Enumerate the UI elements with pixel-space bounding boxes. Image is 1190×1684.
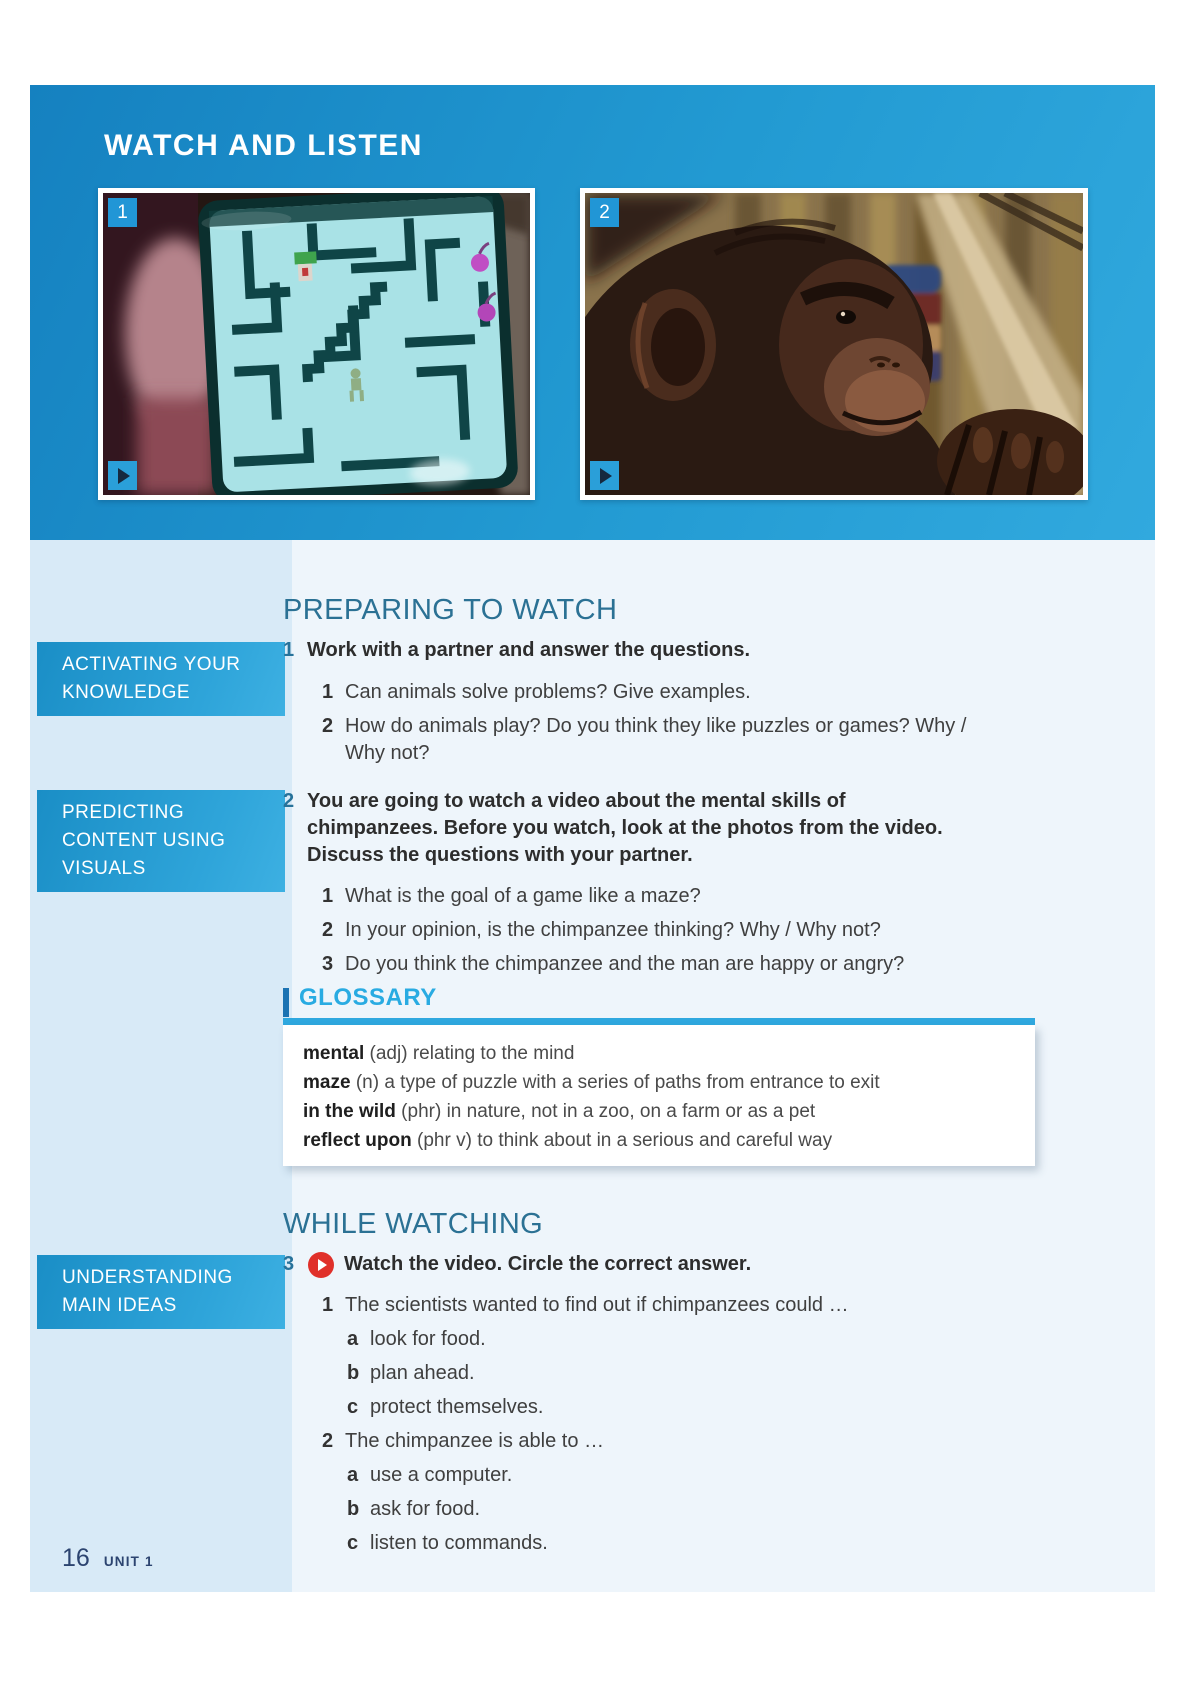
glossary-term: maze [303,1072,351,1093]
question-text: Can animals solve problems? Give examples. [345,681,751,703]
chimpanzee-photo [585,193,1083,495]
question-row [322,917,970,944]
glossary-entry [303,1039,1015,1068]
video-thumbnail-chimpanzee[interactable] [580,188,1088,500]
glossary-pos: (n) [355,1072,380,1093]
photo-number-badge: 1 [108,198,137,227]
exercise-instruction: You are going to watch a video about the mental skills of chimpanzees. Before you watch, look at the photos from the video. Discuss the questions with your partner. [307,790,943,866]
question-row [322,1292,970,1319]
watch-and-listen-banner [30,85,1155,540]
glossary-accent-bar [283,988,289,1017]
banner-title: WATCH AND LISTEN [104,129,423,162]
exercise-instruction: Watch the video. Circle the correct answer. [344,1253,752,1275]
option-row [347,1462,970,1489]
option-row [347,1394,970,1421]
option-text: use a computer. [370,1464,513,1486]
option-letter: b [347,1362,360,1384]
question-number: 1 [322,681,334,703]
play-triangle-icon [318,1259,327,1271]
option-text: listen to commands. [370,1532,548,1554]
option-text: protect themselves. [370,1396,544,1418]
option-letter: c [347,1532,359,1554]
question-text: In your opinion, is the chimpanzee thinking? Why / Why not? [345,919,881,941]
question-number: 3 [322,953,334,975]
question-number: 1 [322,1294,334,1316]
page-footer [62,1544,154,1573]
sidebar-label-activating-knowledge: ACTIVATING YOUR KNOWLEDGE [37,642,285,716]
exercise-instruction: Work with a partner and answer the questions. [307,639,751,661]
question-text: The chimpanzee is able to … [345,1430,605,1452]
page-number: 16 [62,1544,90,1572]
play-button[interactable] [108,461,137,490]
question-text: Do you think the chimpanzee and the man are happy or angry? [345,953,905,975]
section-heading-preparing: PREPARING TO WATCH [283,594,618,626]
sidebar-label-understanding-main-ideas: UNDERSTANDING MAIN IDEAS [37,1255,285,1329]
maze-photo [103,193,530,495]
photo-number-badge: 2 [590,198,619,227]
question-text: How do animals play? Do you think they like puzzles or games? Why / Why not? [345,715,967,764]
exercise-number: 2 [283,790,295,812]
play-triangle-icon [600,468,612,484]
glossary-entry [303,1068,1015,1097]
question-text: The scientists wanted to find out if chimpanzees could … [345,1294,849,1316]
glossary-heading [283,984,437,1012]
exercise-number: 3 [283,1253,295,1275]
option-letter: a [347,1328,359,1350]
glossary-pos: (phr v) [417,1130,472,1151]
glossary-term: reflect upon [303,1130,412,1151]
option-text: ask for food. [370,1498,481,1520]
glossary-definition: relating to the mind [412,1043,575,1064]
glossary-title: GLOSSARY [299,984,437,1011]
chimpanzee-illustration [585,193,1083,495]
sidebar-label-predicting-content: PREDICTING CONTENT USING VISUALS [37,790,285,892]
option-text: look for food. [370,1328,486,1350]
glossary-definition: in nature, not in a zoo, on a farm or as a pet [446,1101,816,1122]
unit-label: UNIT 1 [103,1554,154,1569]
glossary-rule [283,1018,1035,1025]
section-heading-while-watching: WHILE WATCHING [283,1208,544,1240]
glossary-definition: to think about in a serious and careful way [477,1130,833,1151]
question-row [322,713,970,767]
option-row [347,1326,970,1353]
glossary-term: mental [303,1043,365,1064]
glossary-pos: (adj) [369,1043,408,1064]
play-triangle-icon [118,468,130,484]
maze-illustration [103,193,530,495]
question-row [322,883,970,910]
exercise-number: 1 [283,639,295,661]
video-thumbnail-maze[interactable] [98,188,535,500]
option-text: plan ahead. [370,1362,475,1384]
glossary-entry [303,1097,1015,1126]
option-letter: b [347,1498,360,1520]
glossary-definition: a type of puzzle with a series of paths from entrance to exit [384,1072,880,1093]
question-row [322,1428,970,1455]
option-letter: c [347,1396,359,1418]
exercise-3 [283,1251,970,1557]
question-number: 2 [322,715,334,737]
video-play-icon [308,1252,334,1278]
question-number: 2 [322,919,334,941]
glossary-term: in the wild [303,1101,396,1122]
exercise-1 [283,637,970,767]
glossary-box [283,1025,1035,1166]
question-text: What is the goal of a game like a maze? [345,885,701,907]
glossary-pos: (phr) [401,1101,442,1122]
option-row [347,1496,970,1523]
question-number: 2 [322,1430,334,1452]
option-row [347,1360,970,1387]
play-button[interactable] [590,461,619,490]
glossary-entry [303,1126,1015,1155]
option-row [347,1530,970,1557]
option-letter: a [347,1464,359,1486]
question-row [322,951,970,978]
exercise-2 [283,788,970,978]
question-row [322,679,970,706]
question-number: 1 [322,885,334,907]
